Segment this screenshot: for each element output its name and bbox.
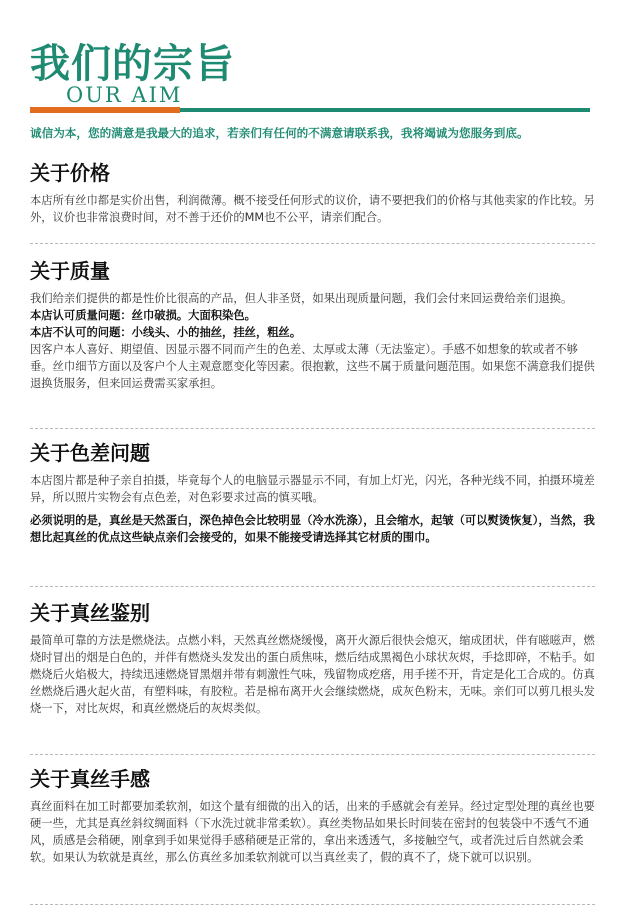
page-subtitle: OUR AIM xyxy=(66,83,183,107)
section-paragraph-bold: 本店认可质量问题：丝巾破损。大面积染色。 xyxy=(30,309,256,322)
section-silk-texture xyxy=(30,766,595,866)
section-title: 关于真丝鉴别 xyxy=(30,601,150,625)
section-paragraph: 因客户本人喜好、期望值、因显示器不同而产生的色差、太厚或太薄（无法鉴定）。手感不如想象的软或者不够垂。丝巾细节方面以及客户个人主观意愿变化等因素。很抱歉，这些不属于质量问题范围。如果您不满意我们提供退换货服务，但来回运费需买家承担。 xyxy=(30,343,595,390)
accent-bar-orange xyxy=(30,107,180,113)
section-paragraph: 本店所有丝巾都是实价出售，利润微薄。概不接受任何形式的议价，请不要把我们的价格与其他卖家的作比较。另外，议价也非常浪费时间，对不善于还价的MM也不公平，请亲们配合。 xyxy=(30,194,595,224)
section-quality xyxy=(30,258,595,392)
section-title: 关于色差问题 xyxy=(30,441,150,465)
section-title: 关于价格 xyxy=(30,161,110,185)
section-paragraph: 真丝面料在加工时都要加柔软剂，如这个量有细微的出入的话，出来的手感就会有差异。经过定型处理的真丝也要硬一些，尤其是真丝斜纹绸面料（下水洗过就非常柔软）。真丝类物品如果长时间装在密封的包装袋中不透气不通风，质感是会稍硬，刚拿到手如果觉得手感稍硬是正常的，拿出来透透气，多接触空气，或者洗过后自然就会柔软。如果认为软就是真丝，那么仿真丝多加柔软剂就可以当真丝卖了，假的真不了，烧下就可以识别。 xyxy=(30,800,595,864)
divider xyxy=(30,243,595,244)
section-price xyxy=(30,160,595,226)
section-silk-identification xyxy=(30,600,595,717)
section-paragraph-bold: 本店不认可的问题：小线头、小的抽丝，挂丝，粗丝。 xyxy=(30,326,302,339)
section-title: 关于真丝手感 xyxy=(30,767,150,791)
accent-bar-teal xyxy=(180,108,590,112)
section-paragraph-bold: 必须说明的是，真丝是天然蛋白，深色掉色会比较明显（冷水洗涤），且会缩水，起皱（可以熨烫恢复），当然，我想比起真丝的优点这些缺点亲们会接受的，如果不能接受请选择其它材质的围巾。 xyxy=(30,514,595,544)
motto-text: 诚信为本，您的满意是我最大的追求，若亲们有任何的不满意请联系我，我将竭诚为您服务到底。 xyxy=(30,126,529,140)
page-title: 我们的宗旨 xyxy=(30,40,235,87)
section-paragraph: 本店图片都是种子亲自拍摄，毕竟每个人的电脑显示器显示不同，有加上灯光，闪光，各种光线不同，拍摄环境差异，所以照片实物会有点色差，对色彩要求过高的慎买哦。 xyxy=(30,474,595,504)
section-paragraph: 最简单可靠的方法是燃烧法。点燃小料，天然真丝燃烧缓慢，离开火源后很快会熄灭，缩成团状，伴有嗞嗞声，燃烧时冒出的烟是白色的，并伴有燃烧头发发出的蛋白质焦味，燃后结成黑褐色小球状灰烬，手捻即碎，不粘手。如燃烧后火焰极大，持续迅速燃烧冒黑烟并带有刺激性气味，残留物成疙瘩，用手搓不开，肯定是化工合成的。仿真丝燃烧后遇火起火苗，有塑料味，有胶粒。若是棉布离开火会继续燃烧，成灰色粉末，无味。亲们可以剪几根头发烧一下，对比灰烬，和真丝燃烧后的灰烬类似。 xyxy=(30,634,595,715)
header xyxy=(0,0,620,120)
divider xyxy=(30,754,595,755)
divider xyxy=(30,904,595,905)
section-title: 关于质量 xyxy=(30,259,110,283)
section-color-difference xyxy=(30,440,595,546)
divider xyxy=(30,428,595,429)
section-paragraph: 我们给亲们提供的都是性价比很高的产品，但人非圣贤，如果出现质量问题，我们会付来回运费给亲们退换。 xyxy=(30,292,573,305)
divider xyxy=(30,586,595,587)
